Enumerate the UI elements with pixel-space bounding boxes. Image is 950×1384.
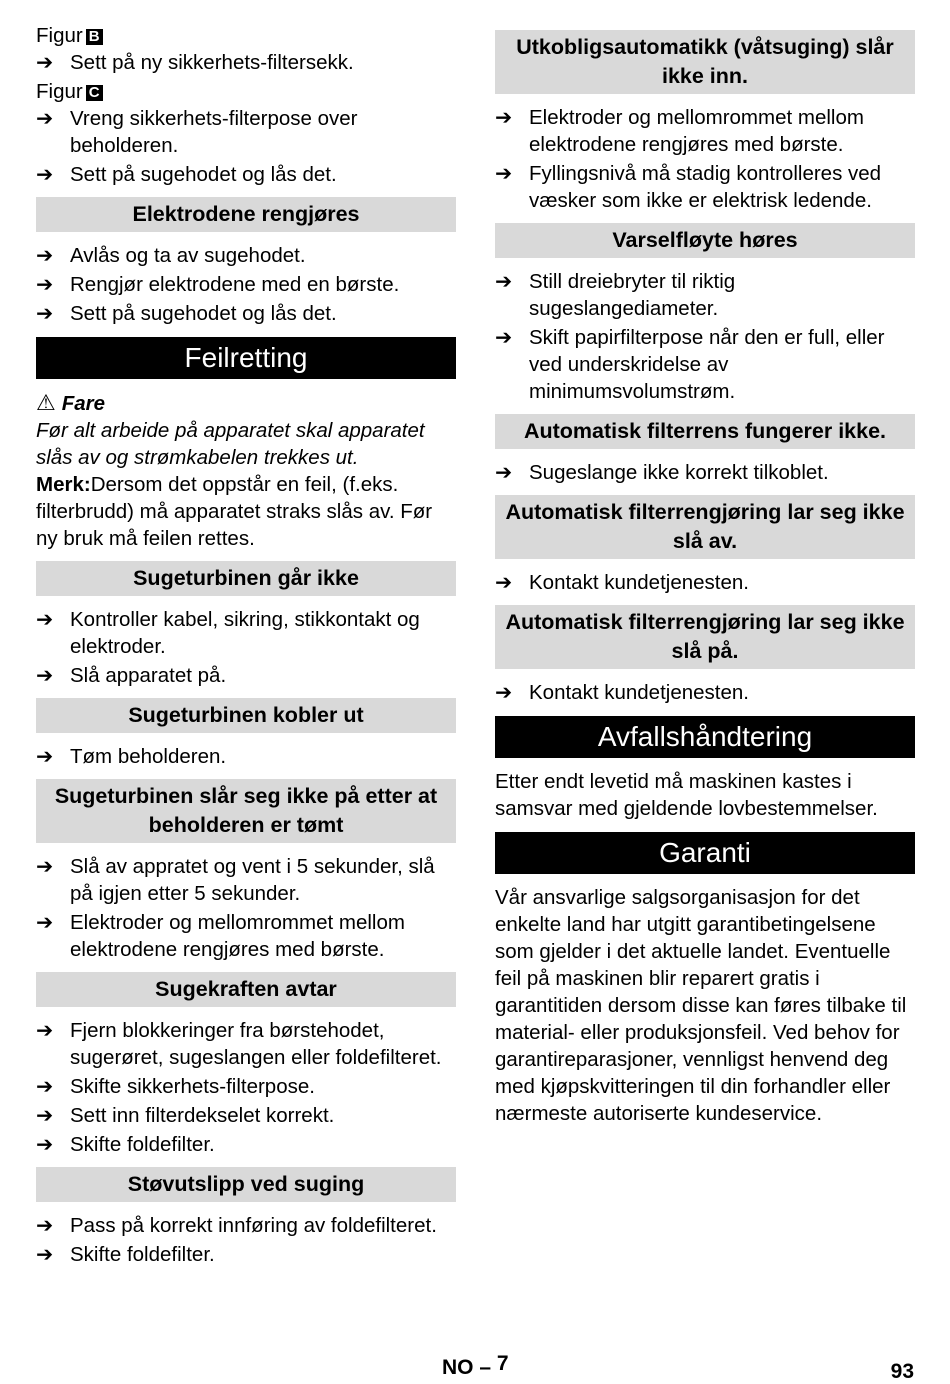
figure-ref-b: Figur B [36, 22, 456, 49]
list-item: ➔ Sett inn filterdekselet korrekt. [36, 1104, 335, 1127]
list-item: ➔ Skifte foldefilter. [36, 1243, 215, 1266]
figure-letter-c: C [86, 85, 103, 101]
list-item: ➔ Still dreiebryter til riktig sugeslangediameter. [495, 270, 736, 320]
section-heading: Sugeturbinen går ikke [36, 561, 456, 596]
list-item: ➔ Tøm beholderen. [36, 745, 227, 768]
section-heading: Varselfløyte høres [495, 223, 915, 258]
section-heading: Automatisk filterrengjøring lar seg ikke slå av. [495, 495, 915, 559]
list-item: ➔ Sett på sugehodet og lås det. [36, 302, 337, 325]
list-item: ➔ Sett på ny sikkerhets-filtersekk. [36, 51, 354, 74]
arrow-right-icon: ➔ [36, 302, 54, 325]
arrow-right-icon: ➔ [36, 51, 54, 74]
arrow-right-icon: ➔ [495, 571, 513, 594]
arrow-right-icon: ➔ [495, 162, 513, 185]
list-item: ➔ Elektroder og mellomrommet mellom elektrodene rengjøres med børste. [495, 106, 864, 156]
page-number: 93 [890, 1360, 914, 1383]
arrow-right-icon: ➔ [36, 911, 54, 934]
arrow-right-icon: ➔ [36, 1133, 54, 1156]
list-item: ➔ Sugeslange ikke korrekt tilkoblet. [495, 461, 829, 484]
arrow-right-icon: ➔ [36, 745, 54, 768]
list-item: ➔ Kontroller kabel, sikring, stikkontakt og elektroder. [36, 608, 420, 658]
arrow-right-icon: ➔ [495, 270, 513, 293]
chapter-heading: Feilretting [36, 337, 456, 379]
list-item: ➔ Skifte sikkerhets-filterpose. [36, 1075, 315, 1098]
arrow-right-icon: ➔ [495, 461, 513, 484]
list-item: ➔ Pass på korrekt innføring av foldefilteret. [36, 1214, 437, 1237]
arrow-right-icon: ➔ [495, 106, 513, 129]
warning-triangle-icon: ⚠ [36, 390, 56, 415]
chapter-heading: Garanti [495, 832, 915, 874]
list-item: ➔ Fjern blokkeringer fra børstehodet, sugerøret, sugeslangen eller foldefilteret. [36, 1019, 442, 1069]
arrow-right-icon: ➔ [36, 107, 54, 130]
list-item: ➔ Slå av appratet og vent i 5 sekunder, slå på igjen etter 5 sekunder. [36, 855, 435, 905]
arrow-right-icon: ➔ [495, 326, 513, 349]
disposal-text: Etter endt levetid må maskinen kastes i samsvar med gjeldende lovbestemmelser. [495, 770, 878, 820]
section-heading: Utkobligsautomatikk (våtsuging) slår ikke inn. [495, 30, 915, 94]
section-heading: Automatisk filterrengjøring lar seg ikke slå på. [495, 605, 915, 669]
list-item: ➔ Skifte foldefilter. [36, 1133, 215, 1156]
warning-text: Før alt arbeide på apparatet skal apparatet slås av og strømkabelen trekkes ut. [36, 419, 425, 469]
warning-label: ⚠ Fare [36, 390, 106, 415]
arrow-right-icon: ➔ [36, 244, 54, 267]
arrow-right-icon: ➔ [36, 273, 54, 296]
section-heading: Støvutslipp ved suging [36, 1167, 456, 1202]
list-item: ➔ Elektroder og mellomrommet mellom elektrodene rengjøres med børste. [36, 911, 405, 961]
warranty-text: Vår ansvarlige salgsorganisasjon for det enkelte land har utgitt garantibetingelsene som gjelder i det aktuelle landet. Eventuelle feil på maskinen blir reparert gratis i garantitiden dersom disse kan føres tilbake til material- eller produksjonsfeil. Ved behov for garantireparasjoner, vennligst henvend deg med kjøpskvitteringen til din forhandler eller nærmeste autoriserte kundeservice. [495, 886, 907, 1125]
list-item: ➔ Vreng sikkerhets-filterpose over beholderen. [36, 107, 358, 157]
list-item: ➔ Skift papirfilterpose når den er full, eller ved underskridelse av minimumsvolumstrøm. [495, 326, 885, 403]
arrow-right-icon: ➔ [36, 1019, 54, 1042]
list-item: ➔ Fyllingsnivå må stadig kontrolleres ved væsker som ikke er elektrisk ledende. [495, 162, 882, 212]
figure-letter-b: B [86, 29, 103, 45]
arrow-right-icon: ➔ [36, 608, 54, 631]
arrow-right-icon: ➔ [36, 1104, 54, 1127]
arrow-right-icon: ➔ [36, 1075, 54, 1098]
arrow-right-icon: ➔ [36, 1214, 54, 1237]
list-item: ➔ Rengjør elektrodene med en børste. [36, 273, 400, 296]
list-item: ➔ Kontakt kundetjenesten. [495, 571, 749, 594]
right-column [495, 22, 915, 1127]
left-column [36, 22, 456, 1270]
chapter-heading: Avfallshåndtering [495, 716, 915, 758]
section-heading: Sugeturbinen kobler ut [36, 698, 456, 733]
list-item: ➔ Avlås og ta av sugehodet. [36, 244, 306, 267]
arrow-right-icon: ➔ [36, 1243, 54, 1266]
arrow-right-icon: ➔ [36, 664, 54, 687]
section-heading: Sugekraften avtar [36, 972, 456, 1007]
arrow-right-icon: ➔ [36, 855, 54, 878]
list-item: ➔ Sett på sugehodet og lås det. [36, 163, 337, 186]
figure-ref-c: Figur C [36, 78, 456, 105]
section-heading: Automatisk filterrens fungerer ikke. [495, 414, 915, 449]
section-heading: Sugeturbinen slår seg ikke på etter at beholderen er tømt [36, 779, 456, 843]
arrow-right-icon: ➔ [495, 681, 513, 704]
list-item: ➔ Kontakt kundetjenesten. [495, 681, 749, 704]
footer-section: NO – 7 [442, 1352, 509, 1379]
list-item: ➔ Slå apparatet på. [36, 664, 227, 687]
note-paragraph: Merk:Dersom det oppstår en feil, (f.eks. filterbrudd) må apparatet straks slås av. Før ny bruk må feilen rettes. [36, 473, 433, 550]
arrow-right-icon: ➔ [36, 163, 54, 186]
section-heading: Elektrodene rengjøres [36, 197, 456, 232]
